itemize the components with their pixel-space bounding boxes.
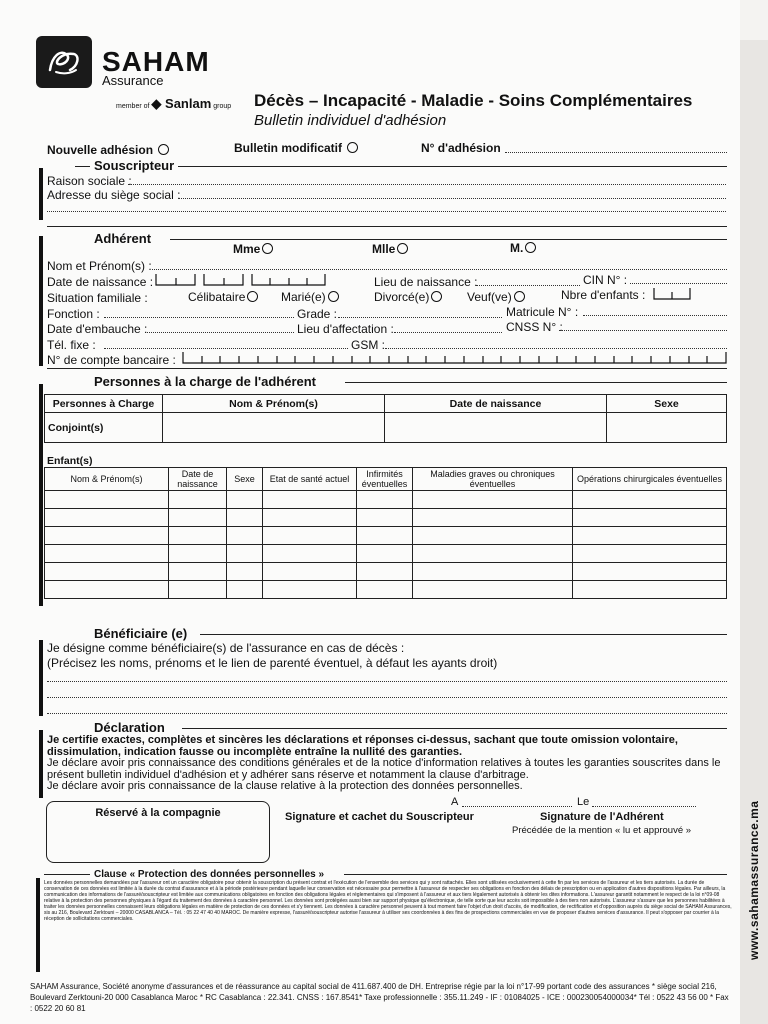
enfant-row xyxy=(45,509,727,527)
adherent-rule-top xyxy=(47,226,727,227)
enfant-cell[interactable] xyxy=(45,563,169,581)
bulletin-modificatif-label: Bulletin modificatif xyxy=(234,141,342,155)
enfant-cell[interactable] xyxy=(45,581,169,599)
enfant-cell[interactable] xyxy=(413,527,573,545)
saham-logo xyxy=(36,36,92,88)
enfant-cell[interactable] xyxy=(263,491,357,509)
brand-subtitle: Assurance xyxy=(102,73,164,88)
form-title: Décès – Incapacité - Maladie - Soins Complémentaires xyxy=(254,91,693,110)
raison-sociale-label: Raison sociale : xyxy=(47,174,132,188)
date-naissance-boxes[interactable] xyxy=(155,274,330,286)
nom-prenom-field[interactable] xyxy=(152,269,727,270)
nouvelle-adhesion-label: Nouvelle adhésion xyxy=(47,143,154,157)
mlle-option[interactable] xyxy=(372,242,408,256)
enfant-cell[interactable] xyxy=(413,491,573,509)
situation-label: Situation familiale : xyxy=(47,291,148,305)
signature-le-label: Le xyxy=(577,796,590,808)
declaration-rule xyxy=(182,728,727,729)
brand-name: SAHAM xyxy=(102,46,210,77)
sanlam-name: ◆ Sanlam xyxy=(151,96,212,111)
adherent-rule xyxy=(170,239,727,240)
clause-text: Les données personnelles demandées par l'assureur ont un caractère obligatoire pour obtenir la souscription du présent contrat et l'exécution de l'ensemble des services qui y sont rattachés. Elles sont utilisées exclusivement à cette fin par les services de l'assureur et les tiers autorisés. La durée de conservation de ces données est limitée à la durée du contrat d'assurance et à la période postérieure pendant laquelle leur conservation est nécessaire pour permettre à l'assureur de respecter ses obligations en fonction des délais de prescription ou en application d'autres dispositions légales. Par ailleurs, la communication des informations de l'assuré/souscripteur est limitée aux communications obligatoires en fonction des obligations légales et réglementaires qui s'imposent à l'assureur et aux tiers légalement autorisés à obtenir les dites informations. L'assureur garantit notamment le respect de la loi n°09-08 relative à la protection des personnes physiques à l'égard du traitement des données à caractère personnel. Les données sont protégées aussi bien sur support physique qu'électronique, de telle sorte que leur accès soit impossible à des tiers non autorisés. L'assureur s'assure que les personnes habilitées à traiter les données personnelles connaissent leurs obligations légales en matière de protection de ces données et s'y tiennent. Les données à caractère personnel peuvent à tout moment faire l'objet d'un droit d'accès, de modification, de rectification et d'opposition auprès du siège social de SAHAM Assurances, sis au 216, Boulevard Zerktouni – 20000 CASABLANCA – Tél. : 05 22 47 40 40 MAROC. De manière expresse, l'assuré/souscripteur autorise l'assureur à utiliser ses coordonnées à des fins de prospections commerciales en vue de proposer d'autres services d'assurance. Il peut s'opposer par courrier à la réception de sollicitations commerciales. xyxy=(44,880,732,922)
numero-adhesion-field[interactable] xyxy=(505,152,727,153)
enfant-row xyxy=(45,581,727,599)
declaration-p3: Je déclare avoir pris connaissance de la clause relative à la protection des données personnelles. xyxy=(47,780,523,792)
beneficiaire-line-2: (Précisez les noms, prénoms et le lien de parenté éventuel, à défaut les ayants droit) xyxy=(47,656,498,670)
enf-header-date: Date de naissance xyxy=(169,468,227,491)
bulletin-modificatif-radio[interactable] xyxy=(347,142,358,153)
gsm-label: GSM : xyxy=(351,338,386,352)
clause-rule-right xyxy=(344,874,727,875)
member-prefix: member of xyxy=(116,103,150,110)
enfant-cell[interactable] xyxy=(263,563,357,581)
grade-field[interactable] xyxy=(338,317,502,318)
mme-label: Mme xyxy=(233,242,261,256)
beneficiaire-title: Bénéficiaire (e) xyxy=(90,626,191,641)
tel-fixe-label: Tél. fixe : xyxy=(47,338,96,352)
declaration-p2: Je déclare avoir pris connaissance des conditions générales et de la notice d'information relatives à toutes les garanties souscrites dans le présent bulletin individuel d'adhésion et y adhérer sans réserve et notamment la clause d'arbitrage. xyxy=(47,757,721,781)
compte-bancaire-boxes[interactable] xyxy=(182,352,730,364)
souscripteur-title: Souscripteur xyxy=(90,158,178,173)
enfants-table xyxy=(44,467,727,599)
enfant-cell[interactable] xyxy=(169,491,227,509)
enfant-row xyxy=(45,563,727,581)
header-nom: Nom & Prénom(s) xyxy=(163,395,385,413)
enfant-cell[interactable] xyxy=(573,527,727,545)
cin-label: CIN N° : xyxy=(583,273,628,287)
enfant-cell[interactable] xyxy=(227,491,263,509)
enf-header-sexe: Sexe xyxy=(227,468,263,491)
divorce-option[interactable] xyxy=(374,290,442,304)
enfant-cell[interactable] xyxy=(169,545,227,563)
personnes-bar xyxy=(39,384,43,606)
fonction-label: Fonction : xyxy=(47,307,100,321)
m-label: M. xyxy=(510,241,524,255)
numero-adhesion-label: N° d'adhésion xyxy=(421,141,501,155)
enfant-cell[interactable] xyxy=(227,545,263,563)
header-sexe: Sexe xyxy=(607,395,727,413)
signature-souscripteur-label: Signature et cachet du Souscripteur xyxy=(285,811,474,823)
reserve-compagnie-box[interactable] xyxy=(46,801,270,863)
date-naissance-label: Date de naissance : xyxy=(47,275,154,289)
adresse-label: Adresse du siège social : xyxy=(47,188,181,202)
cnss-field[interactable] xyxy=(559,330,727,331)
conjoint-label: Conjoint(s) xyxy=(45,413,163,443)
enfants-label: Enfant(s) xyxy=(47,455,93,467)
celibataire-radio[interactable] xyxy=(247,291,258,302)
beneficiaire-line-1: Je désigne comme bénéficiaire(s) de l'assurance en cas de décès : xyxy=(47,641,405,655)
beneficiaire-bar xyxy=(39,640,43,716)
lieu-affectation-label: Lieu d'affectation : xyxy=(297,322,394,336)
signature-a-label: A xyxy=(451,796,459,808)
compte-bancaire-label: N° de compte bancaire : xyxy=(47,353,176,367)
compte-bancaire-tick-path xyxy=(183,352,726,363)
saham-logo-mark-icon xyxy=(44,44,84,80)
mme-option[interactable] xyxy=(233,242,273,256)
enfant-cell[interactable] xyxy=(357,563,413,581)
m-radio[interactable] xyxy=(525,242,536,253)
enfant-cell[interactable] xyxy=(573,563,727,581)
nbre-enfants-label: Nbre d'enfants : xyxy=(561,288,646,302)
declaration-p1: Je certifie exactes, complètes et sincères les déclarations et réponses ci-dessus, sachant que toute omission volontaire, dissimulation, indication fausse ou incomplète entraîne la nullité des garanties. xyxy=(47,734,678,758)
adherent-title: Adhérent xyxy=(90,231,155,246)
enfant-cell[interactable] xyxy=(45,545,169,563)
veuf-option[interactable] xyxy=(467,290,525,304)
declaration-text xyxy=(47,735,727,793)
tel-fixe-field[interactable] xyxy=(104,348,348,349)
enf-header-nom: Nom & Prénom(s) xyxy=(45,468,169,491)
marie-radio[interactable] xyxy=(328,291,339,302)
lieu-naissance-field[interactable] xyxy=(476,285,580,286)
date-embauche-label: Date d'embauche : xyxy=(47,322,148,336)
beneficiaire-field-2[interactable] xyxy=(47,697,727,698)
nouvelle-adhesion-radio[interactable] xyxy=(158,144,169,155)
adresse-field-2[interactable] xyxy=(47,211,726,212)
souscripteur-bar xyxy=(39,168,43,220)
adresse-field[interactable] xyxy=(178,198,726,199)
enfant-cell[interactable] xyxy=(357,491,413,509)
clause-title: Clause « Protection des données personnelles » xyxy=(94,869,325,880)
enfant-cell[interactable] xyxy=(413,563,573,581)
cnss-label: CNSS N° : xyxy=(506,320,563,334)
lieu-affectation-field[interactable] xyxy=(394,332,502,333)
enfant-cell[interactable] xyxy=(357,581,413,599)
declaration-bar xyxy=(39,730,43,798)
enfant-cell[interactable] xyxy=(573,581,727,599)
footer-legal: SAHAM Assurance, Société anonyme d'assurances et de réassurance au capital social de 411.687.400 de DH. Entreprise régie par la loi n°17-99 portant code des assurances * siège social 216, Boulevard Zerktouni-20 000 Casablanca Maroc * RC Casablanca : 22.341. CNSS : 167.8541* Taxe professionnelle : 355.11.249 - IF : 01084025 - ICE : 000230054000034* Tél : 0522 43 56 00 * Fax : 0522 20 60 81 xyxy=(30,982,729,1013)
celibataire-label: Célibataire xyxy=(188,290,246,304)
enfant-cell[interactable] xyxy=(45,509,169,527)
date-embauche-field[interactable] xyxy=(147,332,294,333)
bulletin-modificatif-option[interactable] xyxy=(234,141,358,155)
marie-label: Marié(e) xyxy=(281,290,326,304)
enfant-row xyxy=(45,527,727,545)
adherent-rule-bottom xyxy=(47,368,727,369)
divorce-radio[interactable] xyxy=(431,291,442,302)
enf-header-maladies: Maladies graves ou chroniques éventuelles xyxy=(413,468,573,491)
conjoint-sexe-cell[interactable] xyxy=(607,413,727,443)
veuf-radio[interactable] xyxy=(514,291,525,302)
enfant-cell[interactable] xyxy=(45,527,169,545)
mlle-radio[interactable] xyxy=(397,243,408,254)
cin-field[interactable] xyxy=(630,283,727,284)
enfant-cell[interactable] xyxy=(263,581,357,599)
signature-le-field[interactable] xyxy=(592,806,696,807)
enfant-cell[interactable] xyxy=(573,545,727,563)
enfant-cell[interactable] xyxy=(357,545,413,563)
member-suffix: group xyxy=(213,103,232,110)
enfant-cell[interactable] xyxy=(169,509,227,527)
signature-mention: Précédée de la mention « lu et approuvé » xyxy=(512,825,692,836)
enfant-cell[interactable] xyxy=(357,527,413,545)
enf-header-etat: Etat de santé actuel xyxy=(263,468,357,491)
enfant-cell[interactable] xyxy=(227,527,263,545)
mme-radio[interactable] xyxy=(262,243,273,254)
personnes-table xyxy=(44,394,727,443)
header-date: Date de naissance xyxy=(385,395,607,413)
celibataire-option[interactable] xyxy=(188,290,258,304)
form-subtitle: Bulletin individuel d'adhésion xyxy=(254,112,447,129)
m-option[interactable] xyxy=(510,241,536,255)
enfant-cell[interactable] xyxy=(263,527,357,545)
enfant-cell[interactable] xyxy=(413,509,573,527)
enfant-cell[interactable] xyxy=(227,563,263,581)
enf-header-infirmites: Infirmités éventuelles xyxy=(357,468,413,491)
enf-header-operations: Opérations chirurgicales éventuelles xyxy=(573,468,727,491)
adherent-bar xyxy=(39,236,43,366)
beneficiaire-field-1[interactable] xyxy=(47,681,727,682)
enfant-cell[interactable] xyxy=(413,581,573,599)
enfant-cell[interactable] xyxy=(169,527,227,545)
fonction-field[interactable] xyxy=(104,317,294,318)
enfant-cell[interactable] xyxy=(227,581,263,599)
enfant-cell[interactable] xyxy=(263,545,357,563)
sanlam-label: Sanlam xyxy=(165,96,212,111)
enfant-cell[interactable] xyxy=(263,509,357,527)
enfant-cell[interactable] xyxy=(169,563,227,581)
enfant-cell[interactable] xyxy=(45,491,169,509)
nbre-enfants-boxes[interactable] xyxy=(653,288,693,300)
signature-a-field[interactable] xyxy=(462,806,572,807)
grade-label: Grade : xyxy=(297,307,338,321)
beneficiaire-field-3[interactable] xyxy=(47,713,727,714)
conjoint-nom-cell[interactable] xyxy=(163,413,385,443)
mlle-label: Mlle xyxy=(372,242,396,256)
nom-prenom-label: Nom et Prénom(s) : xyxy=(47,259,152,273)
marie-option[interactable] xyxy=(281,290,339,304)
clause-bar xyxy=(36,878,40,972)
enfant-row xyxy=(45,545,727,563)
divorce-label: Divorcé(e) xyxy=(374,290,430,304)
enfant-cell[interactable] xyxy=(227,509,263,527)
member-of-sanlam xyxy=(116,96,231,112)
enfant-cell[interactable] xyxy=(573,491,727,509)
enfant-cell[interactable] xyxy=(357,509,413,527)
gsm-field[interactable] xyxy=(385,348,727,349)
website-label: www.sahamassurance.ma xyxy=(747,800,761,960)
veuf-label: Veuf(ve) xyxy=(467,290,512,304)
matricule-field[interactable] xyxy=(583,315,727,316)
lieu-naissance-label: Lieu de naissance : xyxy=(374,275,478,289)
raison-sociale-field[interactable] xyxy=(128,184,726,185)
matricule-label: Matricule N° : xyxy=(506,305,579,319)
enfant-cell[interactable] xyxy=(169,581,227,599)
clause-rule-left xyxy=(44,874,90,875)
reserve-compagnie-label: Réservé à la compagnie xyxy=(95,807,221,819)
header-personnes: Personnes à Charge xyxy=(45,395,163,413)
enfant-cell[interactable] xyxy=(413,545,573,563)
signature-adherent-label: Signature de l'Adhérent xyxy=(540,811,664,823)
personnes-title: Personnes à la charge de l'adhérent xyxy=(90,374,320,389)
enfant-cell[interactable] xyxy=(573,509,727,527)
enfant-row xyxy=(45,491,727,509)
personnes-rule xyxy=(345,382,727,383)
declaration-title: Déclaration xyxy=(90,720,169,735)
beneficiaire-rule xyxy=(200,634,727,635)
conjoint-date-cell[interactable] xyxy=(385,413,607,443)
nouvelle-adhesion-option[interactable] xyxy=(47,143,169,157)
